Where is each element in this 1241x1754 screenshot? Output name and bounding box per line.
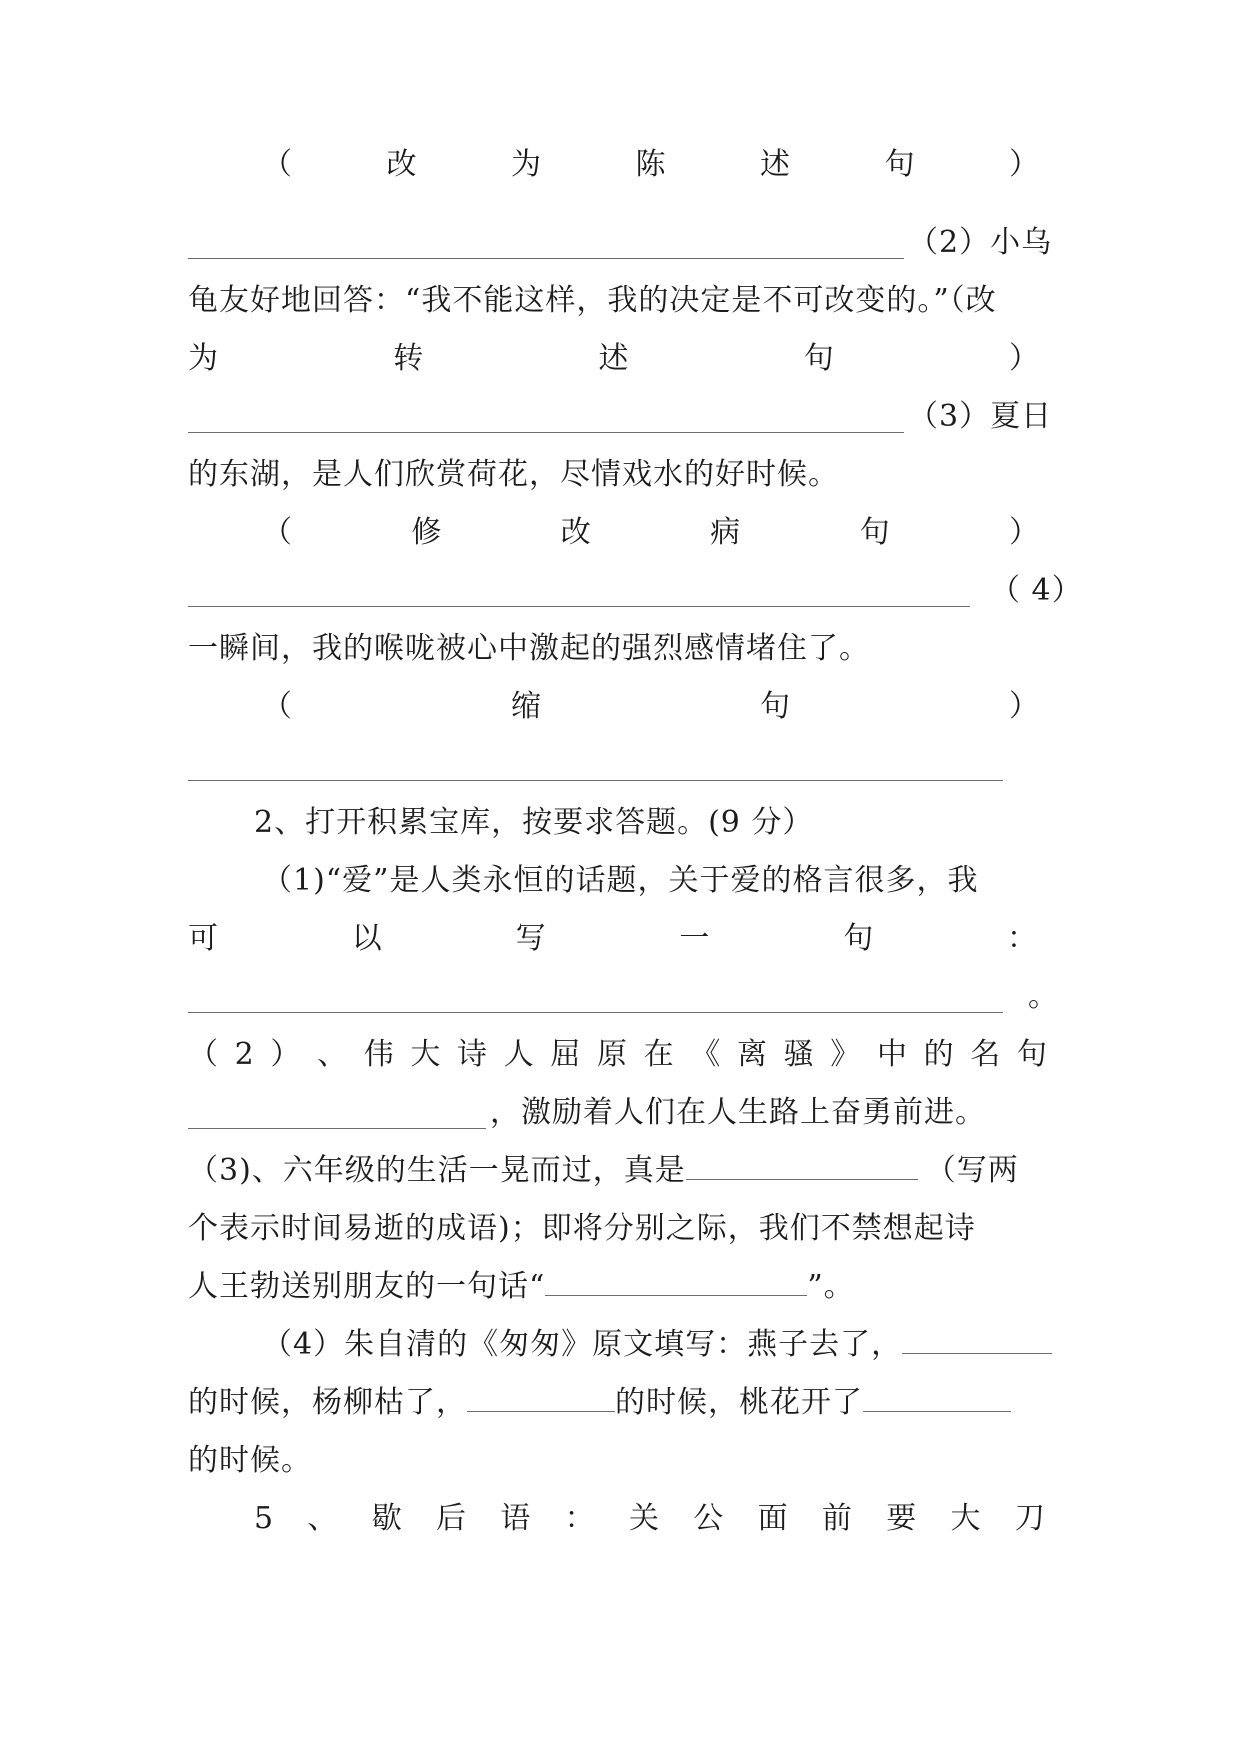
char: 写 <box>515 921 547 956</box>
question-3-text: 的东湖，是人们欣赏荷花，尽情戏水的好时候。 <box>188 457 839 492</box>
char: 5 <box>254 1501 275 1536</box>
char: 原 <box>597 1037 628 1072</box>
char: 面 <box>757 1501 789 1536</box>
char: 人 <box>503 1037 535 1072</box>
question-2-start: （2）小乌 <box>908 225 1053 260</box>
char: 公 <box>693 1501 725 1536</box>
question-love-text: （1)“爱”是人类永恒的话题，关于爱的格言很多，我 <box>262 863 979 898</box>
char: 句 <box>803 341 835 376</box>
char: 改 <box>386 147 418 182</box>
answer-blank-11[interactable] <box>863 1385 1011 1412</box>
char: 述 <box>760 147 791 182</box>
char: 缩 <box>511 689 542 724</box>
char: ： <box>564 1501 596 1536</box>
char: 转 <box>393 341 425 376</box>
char: 为 <box>188 341 219 376</box>
answer-blank-5[interactable] <box>188 1012 1003 1013</box>
char: 2 <box>234 1037 255 1072</box>
question-wang-bo: 人王勃送别朋友的一句话“ ”。 <box>188 1269 855 1304</box>
question-congcong-end: 的时候。 <box>188 1443 312 1478</box>
question-congcong: （4）朱自清的《匆匆》原文填写：燕子去了， <box>262 1316 1062 1374</box>
char: 前 <box>821 1501 853 1536</box>
char: （ <box>188 1037 219 1072</box>
char: 句 <box>760 689 791 724</box>
char: 陈 <box>635 147 667 182</box>
section-2-heading: 2、打开积累宝库，按要求答题。(9 分） <box>254 805 814 840</box>
char: 离 <box>736 1037 768 1072</box>
answer-blank-4[interactable] <box>188 780 1003 781</box>
char: 为 <box>511 147 542 182</box>
char: 伟 <box>363 1037 395 1072</box>
question-4-start: （ 4） <box>990 573 1083 608</box>
question-congcong-cont: 的时候，杨柳枯了， 的时候，桃花开了 <box>188 1374 1068 1432</box>
char: ） <box>1008 515 1040 550</box>
char: 》 <box>830 1037 862 1072</box>
question-sixth-grade-cont: 个表示时间易逝的成语)；即将分别之际，我们不禁想起诗 <box>188 1211 976 1246</box>
char: 语 <box>500 1501 532 1536</box>
char: 、 <box>317 1037 349 1072</box>
char: （ <box>262 689 293 724</box>
char: ） <box>1009 147 1040 182</box>
char: 句 <box>1016 1037 1048 1072</box>
char: 句 <box>859 515 891 550</box>
answer-blank-2[interactable] <box>188 432 904 433</box>
answer-blank-9[interactable] <box>902 1327 1052 1354</box>
question-li-sao <box>188 1026 1048 1084</box>
char: 关 <box>628 1501 660 1536</box>
answer-blank-1[interactable] <box>188 258 904 259</box>
period-mark: 。 <box>1028 979 1059 1014</box>
answer-blank-8[interactable] <box>545 1269 807 1296</box>
char: 述 <box>598 341 630 376</box>
answer-blank-10[interactable] <box>467 1385 615 1412</box>
answer-blank-3[interactable] <box>188 606 970 607</box>
question-love-prompt <box>188 910 1038 968</box>
char: 一 <box>679 921 711 956</box>
question-4-text: 一瞬间，我的喉咙被心中激起的强烈感情堵住了。 <box>188 631 870 666</box>
char: ： <box>1006 921 1038 956</box>
question-3-start: （3）夏日 <box>908 399 1053 434</box>
char: 歇 <box>371 1501 403 1536</box>
char: 修 <box>411 515 443 550</box>
char: 中 <box>876 1037 908 1072</box>
question-sixth-grade: （3)、六年级的生活一晃而过，真是 （写两 <box>188 1153 1019 1188</box>
instruction-fix-sentence <box>262 504 1040 562</box>
char: 的 <box>923 1037 955 1072</box>
char: ） <box>270 1037 302 1072</box>
char: 屈 <box>550 1037 582 1072</box>
char: 句 <box>884 147 916 182</box>
char: ） <box>1009 689 1040 724</box>
char: （ <box>262 515 293 550</box>
char: 以 <box>351 921 383 956</box>
char: 骚 <box>783 1037 815 1072</box>
char: 诗 <box>457 1037 489 1072</box>
char: 要 <box>886 1501 918 1536</box>
char: 句 <box>843 921 875 956</box>
char: （ <box>262 147 293 182</box>
char: 后 <box>436 1501 468 1536</box>
instruction-indirect <box>188 330 1040 388</box>
char: 《 <box>690 1037 722 1072</box>
char: 大 <box>950 1501 982 1536</box>
char: 可 <box>188 921 219 956</box>
char: 名 <box>970 1037 1002 1072</box>
char: 、 <box>307 1501 339 1536</box>
instruction-declarative <box>262 136 1040 194</box>
question-2-text: 龟友好地回答：“我不能这样，我的决定是不可改变的。”（改 <box>188 283 997 318</box>
li-sao-continuation: ，激励着人们在人生路上奋勇前进。 <box>490 1095 986 1130</box>
question-xiehouyu <box>254 1490 1046 1548</box>
answer-blank-7[interactable] <box>686 1153 918 1180</box>
char: 病 <box>710 515 742 550</box>
char: 刀 <box>1014 1501 1046 1536</box>
char: 改 <box>560 515 592 550</box>
char: 大 <box>410 1037 442 1072</box>
char: ） <box>1009 341 1040 376</box>
char: 在 <box>643 1037 675 1072</box>
instruction-shorten <box>262 678 1040 736</box>
answer-blank-6[interactable] <box>188 1128 486 1129</box>
